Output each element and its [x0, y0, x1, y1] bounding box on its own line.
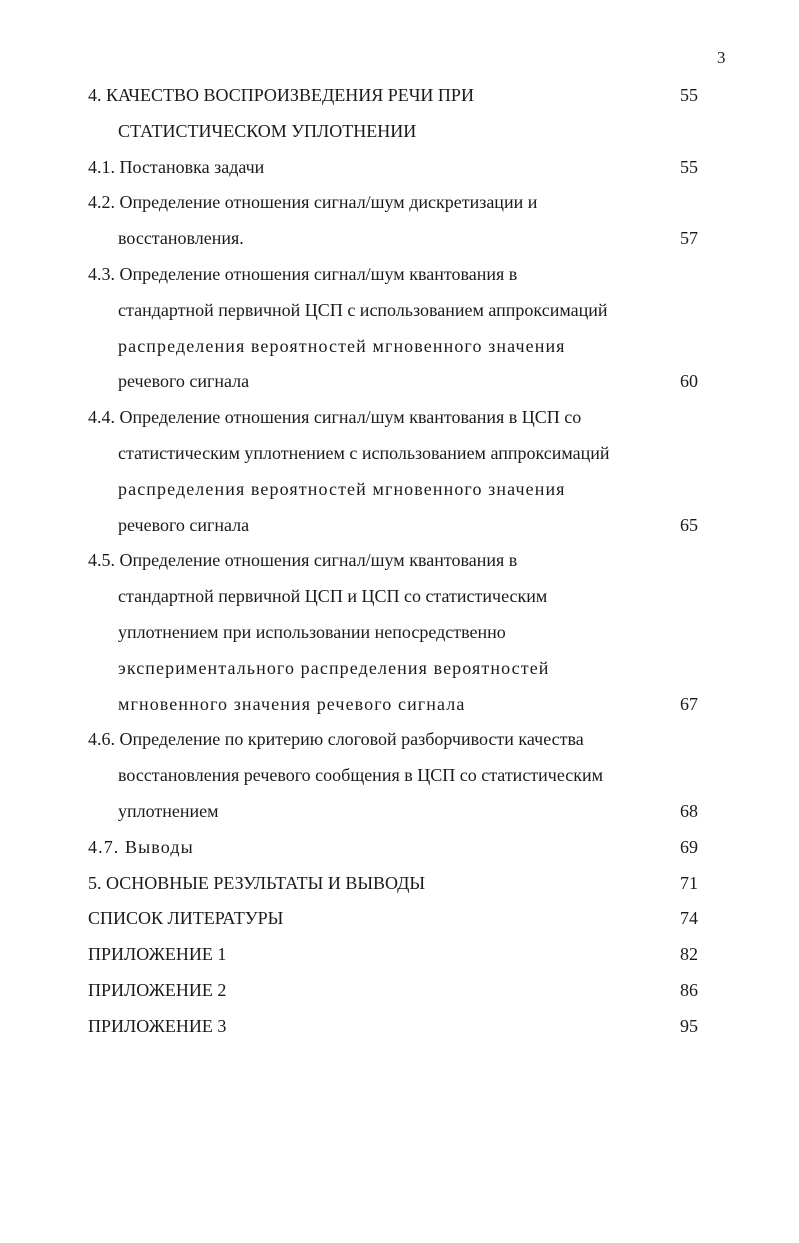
- toc-entry-title: 4. КАЧЕСТВО ВОСПРОИЗВЕДЕНИЯ РЕЧИ ПРИ: [88, 85, 474, 105]
- toc-entry: [88, 1009, 698, 1045]
- toc-entry-title: стандартной первичной ЦСП и ЦСП со статистическим: [118, 586, 548, 607]
- toc-line: [88, 866, 698, 902]
- toc-line: [88, 901, 698, 937]
- toc-entry-title: 4.7. Выводы: [88, 836, 194, 857]
- toc-entry-title: уплотнением: [118, 800, 219, 821]
- toc-line: [88, 150, 698, 186]
- toc-entry-title: 4.4. Определение отношения сигнал/шум квантования в ЦСП со: [88, 407, 582, 428]
- toc-line: [88, 543, 698, 579]
- toc-entry-page: 71: [680, 872, 698, 893]
- toc-line: [88, 758, 698, 794]
- toc-line: [88, 114, 698, 150]
- toc-line: [88, 436, 698, 472]
- toc-entry-page: 65: [680, 514, 698, 535]
- page-number: 3: [717, 48, 726, 67]
- toc-entry-title: СПИСОК ЛИТЕРАТУРЫ: [88, 908, 284, 929]
- toc-entry-page: 86: [680, 979, 698, 1000]
- toc-entry-title: ПРИЛОЖЕНИЕ 2: [88, 979, 227, 1000]
- toc-line: [88, 722, 698, 758]
- toc-entry-title: 5. ОСНОВНЫЕ РЕЗУЛЬТАТЫ И ВЫВОДЫ: [88, 872, 426, 893]
- toc-entry-title: экспериментального распределения вероятностей: [118, 657, 550, 678]
- toc-line: [88, 472, 698, 508]
- toc-entry-page: 67: [680, 693, 698, 714]
- toc-line: [88, 651, 698, 687]
- toc-entry: [88, 830, 698, 866]
- toc-line: [88, 221, 698, 257]
- toc-entry-title: 4.3. Определение отношения сигнал/шум квантования в: [88, 263, 518, 284]
- toc-entry-title: речевого сигнала: [118, 371, 250, 392]
- toc-entry: [88, 257, 698, 400]
- toc-entry: [88, 866, 698, 902]
- table-of-contents: [88, 78, 698, 1045]
- toc-line: [88, 615, 698, 651]
- toc-line: [88, 329, 698, 365]
- toc-line: [88, 400, 698, 436]
- toc-entry-title: статистическим уплотнением с использованием аппроксимаций: [118, 442, 610, 463]
- toc-entry-page: 74: [680, 908, 698, 929]
- toc-line: [88, 687, 698, 723]
- toc-entry: [88, 78, 698, 150]
- toc-line: [88, 1009, 698, 1045]
- toc-entry-title: уплотнением при использовании непосредственно: [118, 621, 506, 642]
- toc-entry-page: 55: [680, 156, 698, 177]
- toc-entry-title: 4.1. Постановка задачи: [88, 156, 265, 177]
- toc-entry-page: 68: [680, 800, 698, 821]
- toc-entry-title: речевого сигнала: [118, 514, 250, 535]
- toc-entry-title: восстановления речевого сообщения в ЦСП со статистическим: [118, 765, 604, 786]
- toc-line: [88, 830, 698, 866]
- toc-entry-title: восстановления.: [118, 228, 244, 249]
- toc-line: [88, 293, 698, 329]
- toc-entry-page: 55: [680, 85, 698, 105]
- toc-entry-title: 4.5. Определение отношения сигнал/шум квантования в: [88, 550, 518, 571]
- toc-entry-title: 4.2. Определение отношения сигнал/шум дискретизации и: [88, 192, 538, 213]
- toc-line: [88, 794, 698, 830]
- toc-entry: [88, 937, 698, 973]
- toc-entry: [88, 543, 698, 722]
- toc-entry-title: ПРИЛОЖЕНИЕ 1: [88, 944, 227, 965]
- toc-entry-page: 57: [680, 228, 698, 249]
- toc-entry-page: 60: [680, 371, 698, 392]
- toc-entry-title: распределения вероятностей мгновенного значения: [118, 478, 566, 499]
- toc-entry-title: мгновенного значения речевого сигнала: [118, 693, 466, 714]
- toc-entry-title: стандартной первичной ЦСП с использованием аппроксимаций: [118, 299, 608, 320]
- toc-line: [88, 937, 698, 973]
- toc-line: [88, 257, 698, 293]
- toc-line: [88, 973, 698, 1009]
- toc-entry-title: ПРИЛОЖЕНИЕ 3: [88, 1015, 227, 1036]
- toc-entry-page: 95: [680, 1015, 698, 1036]
- toc-entry-page: 82: [680, 944, 698, 965]
- toc-entry-title: 4.6. Определение по критерию слоговой разборчивости качества: [88, 729, 584, 750]
- toc-entry-page: 69: [680, 836, 698, 857]
- toc-entry: [88, 185, 698, 257]
- toc-line: [88, 579, 698, 615]
- toc-entry: [88, 150, 698, 186]
- toc-entry: [88, 901, 698, 937]
- toc-entry-title: СТАТИСТИЧЕСКОМ УПЛОТНЕНИИ: [118, 120, 417, 141]
- toc-line: [88, 364, 698, 400]
- toc-entry: [88, 973, 698, 1009]
- toc-line: [88, 78, 698, 114]
- toc-line: [88, 508, 698, 544]
- toc-entry: [88, 722, 698, 829]
- toc-entry-title: распределения вероятностей мгновенного значения: [118, 335, 566, 356]
- toc-entry: [88, 400, 698, 543]
- toc-line: [88, 185, 698, 221]
